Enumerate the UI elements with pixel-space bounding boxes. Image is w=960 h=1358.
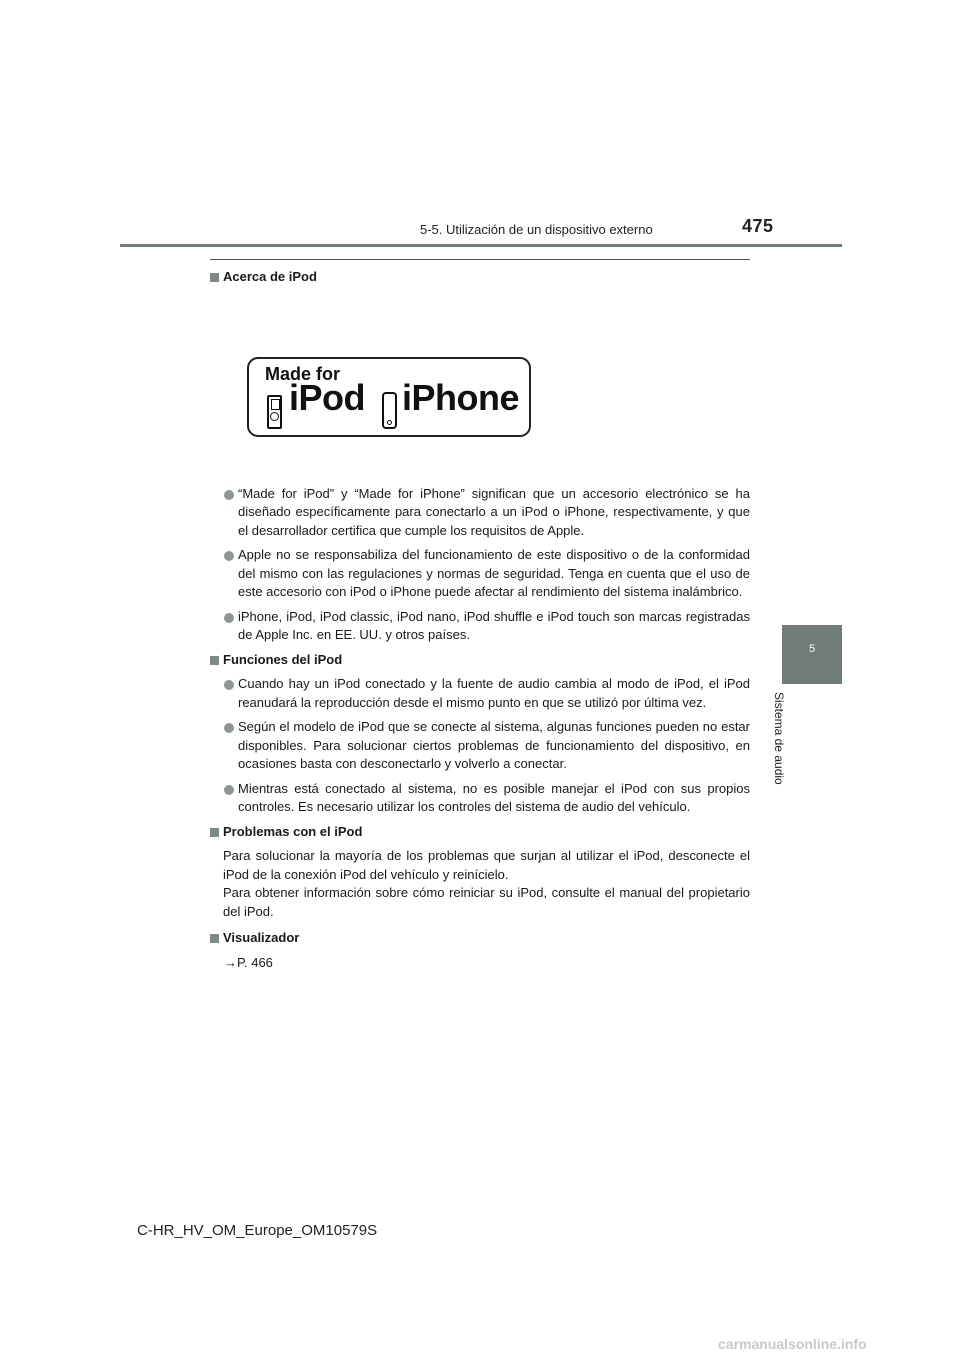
chapter-tab — [782, 625, 842, 684]
section-heading — [210, 929, 750, 948]
bullet-dot-icon — [224, 680, 234, 690]
paragraph: Para obtener información sobre cómo reiniciar su iPod, consulte el manual del propietario del iPod. — [223, 885, 750, 919]
logo-iphone-text: iPhone — [402, 376, 520, 418]
bullet-item — [210, 485, 750, 541]
iphone-icon — [382, 392, 397, 429]
document-code: C-HR_HV_OM_Europe_OM10579S — [137, 1222, 378, 1239]
heading-text: Funciones del iPod — [223, 651, 343, 667]
bullet-item — [210, 546, 750, 602]
page-reference: →P. 466 — [224, 954, 273, 970]
bullet-dot-icon — [224, 490, 234, 500]
bullet-item — [210, 780, 750, 817]
section-heading — [210, 268, 750, 287]
bullet-text: Cuando hay un iPod conectado y la fuente de audio cambia al modo de iPod, el iPod reanudará la reproducción desde el mismo punto en que se utilizó por última vez. — [238, 676, 750, 710]
chapter-label-text: Sistema de audio — [772, 692, 786, 785]
bullet-text: Apple no se responsabiliza del funcionamiento de este dispositivo o de la conformidad del mismo con las regulaciones y normas de seguridad. Tenga en cuenta que el uso de este accesorio con iPod o iPhone puede afectar al rendimiento del sistema inalámbrico. — [238, 547, 750, 599]
chapter-label — [772, 692, 804, 802]
bullet-dot-icon — [224, 785, 234, 795]
logo-ipod-text: iPod — [289, 376, 365, 418]
square-bullet-icon — [210, 273, 219, 282]
section-title: 5-5. Utilización de un dispositivo externo — [420, 222, 653, 237]
bullet-text: Según el modelo de iPod que se conecte al sistema, algunas funciones pueden no estar disponibles. Para solucionar ciertos problemas de funcionamiento del dispositivo, en ocasiones basta con desconectarlo y volverlo a conectar. — [238, 719, 750, 771]
chapter-number: 5 — [808, 643, 816, 655]
bullet-item — [210, 718, 750, 774]
logo-made-for-text: Made for — [265, 363, 341, 384]
made-for-ipod-iphone-logo — [247, 357, 531, 437]
content-rule — [210, 259, 750, 260]
section-heading — [210, 823, 750, 842]
ipod-icon — [267, 395, 282, 429]
bullet-item — [210, 608, 750, 645]
square-bullet-icon — [210, 828, 219, 837]
square-bullet-icon — [210, 656, 219, 665]
bullet-text: “Made for iPod” y “Made for iPhone” significan que un accesorio electrónico se ha diseñado específicamente para conectarlo a un iPod o iPhone, respectivamente, y que el desarrollador certifica que cumple los requisitos de Apple. — [238, 485, 750, 538]
heading-text: Acerca de iPod — [223, 269, 317, 284]
section-heading — [210, 651, 750, 670]
bullet-dot-icon — [224, 551, 234, 561]
bullet-dot-icon — [224, 613, 234, 623]
bullet-text: Mientras está conectado al sistema, no es posible manejar el iPod con sus propios controles. Es necesario utilizar los controles del sistema de audio del vehículo. — [238, 780, 750, 814]
watermark: carmanualsonline.info — [718, 1336, 867, 1352]
logo-area — [210, 295, 750, 485]
bullet-dot-icon — [224, 723, 234, 733]
paragraph: Para solucionar la mayoría de los problemas que surjan al utilizar el iPod, desconecte el iPod de la conexión iPod del vehículo y reinícielo. — [223, 848, 750, 882]
square-bullet-icon — [210, 934, 219, 943]
header-rule — [120, 244, 842, 247]
page-number: 475 — [742, 216, 774, 236]
heading-text: Problemas con el iPod — [223, 823, 363, 839]
main-content — [210, 268, 750, 978]
bullet-item — [210, 675, 750, 712]
bullet-text: iPhone, iPod, iPod classic, iPod nano, iPod shuffle e iPod touch son marcas registradas de Apple Inc. en EE. UU. y otros países. — [238, 608, 750, 642]
heading-text: Visualizador — [223, 930, 300, 945]
